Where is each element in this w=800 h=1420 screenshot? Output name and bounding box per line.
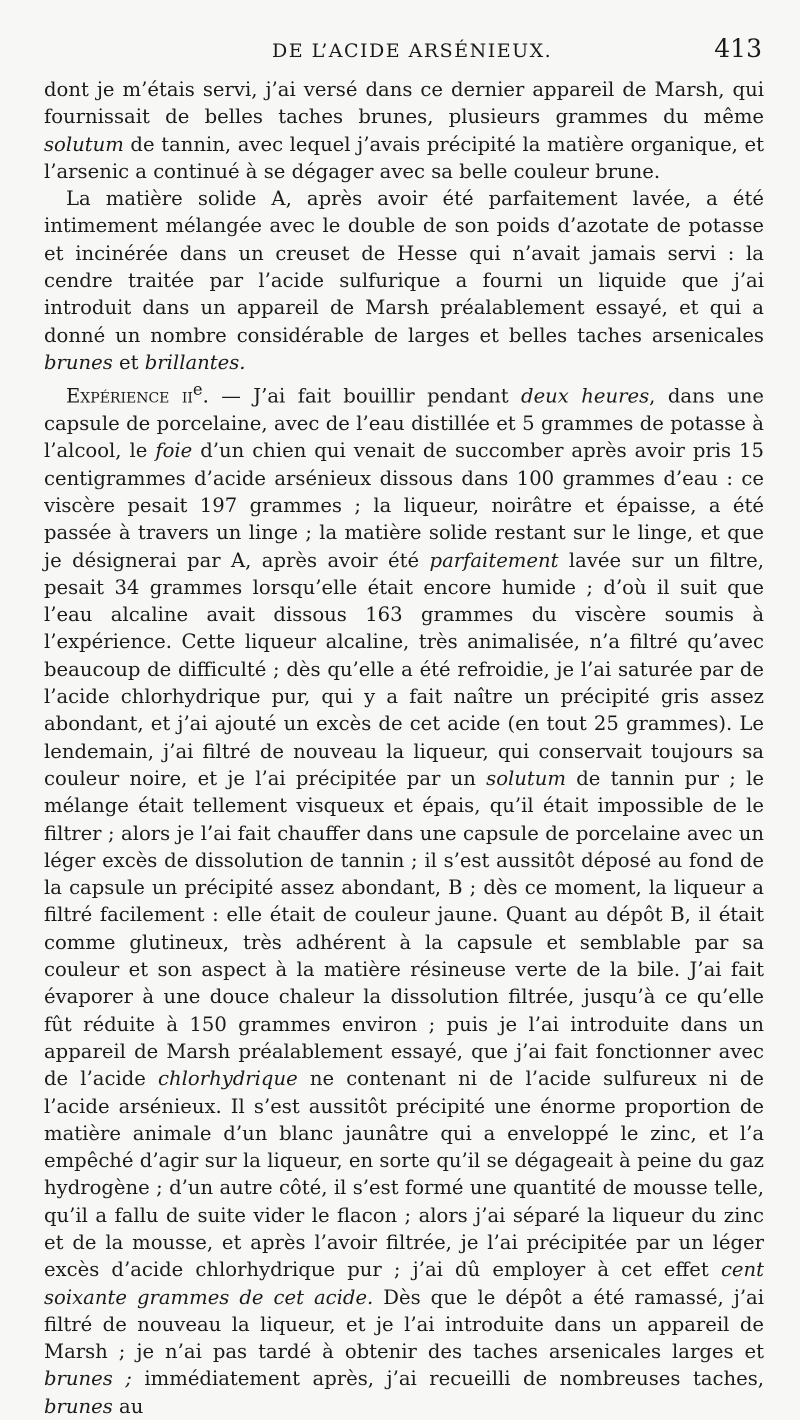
text-run: lavée sur un filtre, pesait 34 grammes lorsqu’elle était encore humide ; d’où il suit que l’eau alcaline avait dissous 163 grammes du viscère soumis à l’expérience. Cette liqueur alcaline, très animalisée, n’a filtré qu’avec beaucoup de difficulté ; dès qu’elle a été refroidie, je l’ai saturée par de l’acide chlorhydrique pur, qui y a fait naître un précipité gris assez abondant, et j’ai ajouté un excès de cet acide (en tout 25 grammes). Le lendemain, j’ai filtré de nouveau la liqueur, qui conservait toujours sa couleur noire, et je l’ai précipitée par un: [44, 548, 764, 790]
text-run: ne contenant ni de l’acide sulfureux ni de l’acide arsénieux. Il s’est aussitôt précipité une énorme proportion de matière animale d’un blanc jaunâtre qui a enveloppé le zinc, et l’a empêché d’agir sur la liqueur, en sorte qu’il se dégageait à peine du gaz hydrogène ; d’un autre côté, il s’est formé une quantité de mousse telle, qu’il a fallu de suite vider le flacon ; alors j’ai séparé la liqueur du zinc et de la mousse, et après l’avoir filtrée, je l’ai précipitée par un léger excès d’acide chlorhydrique pur ; j’ai dû employer à cet effet: [44, 1067, 764, 1282]
italic-text: brunes ;: [44, 1367, 132, 1391]
paragraph: [44, 76, 764, 185]
text-run: au: [112, 1394, 144, 1418]
text-run: , dans une capsule de porcelaine, avec de l’eau distillée et 5 grammes de potasse à l’alcool, le: [44, 384, 764, 463]
text-run: d’un chien qui venait de succomber après avoir pris 15 centigrammes d’acide arsénieux dissous dans 100 grammes d’eau : ce viscère pesait 197 grammes ; la liqueur, noirâtre et épaisse, a été passée à travers un linge ; la matière solide restant sur le linge, et que je désignerai par A, après avoir été: [44, 439, 764, 572]
text-run: La matière solide A, après avoir été parfaitement lavée, a été intimement mélangée avec le double de son poids d’azotate de potasse et incinérée dans un creuset de Hesse qui n’avait jamais servi : la cendre traitée par l’acide sulfurique a fourni un liquide que j’ai introduit dans un appareil de Marsh préalablement essayé, et qui a donné un nombre considérable de larges et belles taches arsenicales: [44, 187, 764, 347]
running-title: DE L’ACIDE ARSÉNIEUX.: [272, 40, 553, 62]
text-run: de tannin pur ; le mélange était tellement visqueux et épais, qu’il était impossible de le filtrer ; alors je l’ai fait chauffer dans une capsule de porcelaine avec un léger excès de dissolution de tannin ; il s’est aussitôt déposé au fond de la capsule un précipité assez abondant, B ; dès ce moment, la liqueur a filtré facilement : elle était de couleur jaune. Quant au dépôt B, il était comme glutineux, très adhérent à la capsule et semblable par sa couleur et son aspect à la matière résineuse verte de la bile. J’ai fait évaporer à une douce chaleur la dissolution filtrée, jusqu’à ce qu’elle fût réduite à 150 grammes environ ; puis je l’ai introduite dans un appareil de Marsh préalablement essayé, que j’ai fait fonctionner avec de l’acide: [44, 766, 765, 1091]
italic-text: brunes: [44, 350, 113, 374]
italic-text: brillantes.: [144, 350, 246, 374]
italic-text: cent soixante grammes de cet acide.: [44, 1258, 764, 1309]
paragraph: [44, 376, 764, 1420]
text-run: de tannin, avec lequel j’avais précipité la matière organique, et l’arsenic a continué à se dégager avec sa belle couleur brune.: [44, 132, 764, 183]
text-run: et: [112, 350, 145, 374]
page-number: 413: [714, 34, 762, 63]
body-text: [44, 76, 764, 1420]
paragraph: [44, 185, 764, 376]
small-caps-text: Expérience ii: [66, 384, 193, 408]
italic-text: chlorhydrique: [158, 1067, 298, 1091]
italic-text: solutum: [44, 132, 124, 156]
italic-text: deux heures: [521, 384, 650, 408]
italic-text: parfaitement: [429, 548, 559, 572]
text-run: . — J’ai fait bouillir pendant: [202, 384, 522, 408]
italic-text: solutum: [486, 766, 566, 790]
superscript-text: e: [192, 380, 203, 400]
text-run: Dès que le dépôt a été ramassé, j’ai filtré de nouveau la liqueur, et je l’ai introduite dans un appareil de Marsh ; je n’ai pas tardé à obtenir des taches arsenicales larges et: [44, 1285, 764, 1364]
text-run: immédiatement après, j’ai recueilli de nombreuses taches,: [131, 1367, 764, 1391]
italic-text: brunes: [44, 1394, 113, 1418]
text-run: dont je m’étais servi, j’ai versé dans ce dernier appareil de Marsh, qui fournissait de belles taches brunes, plusieurs grammes du même: [44, 78, 764, 129]
page-header: [44, 30, 764, 76]
italic-text: foie: [155, 439, 193, 463]
